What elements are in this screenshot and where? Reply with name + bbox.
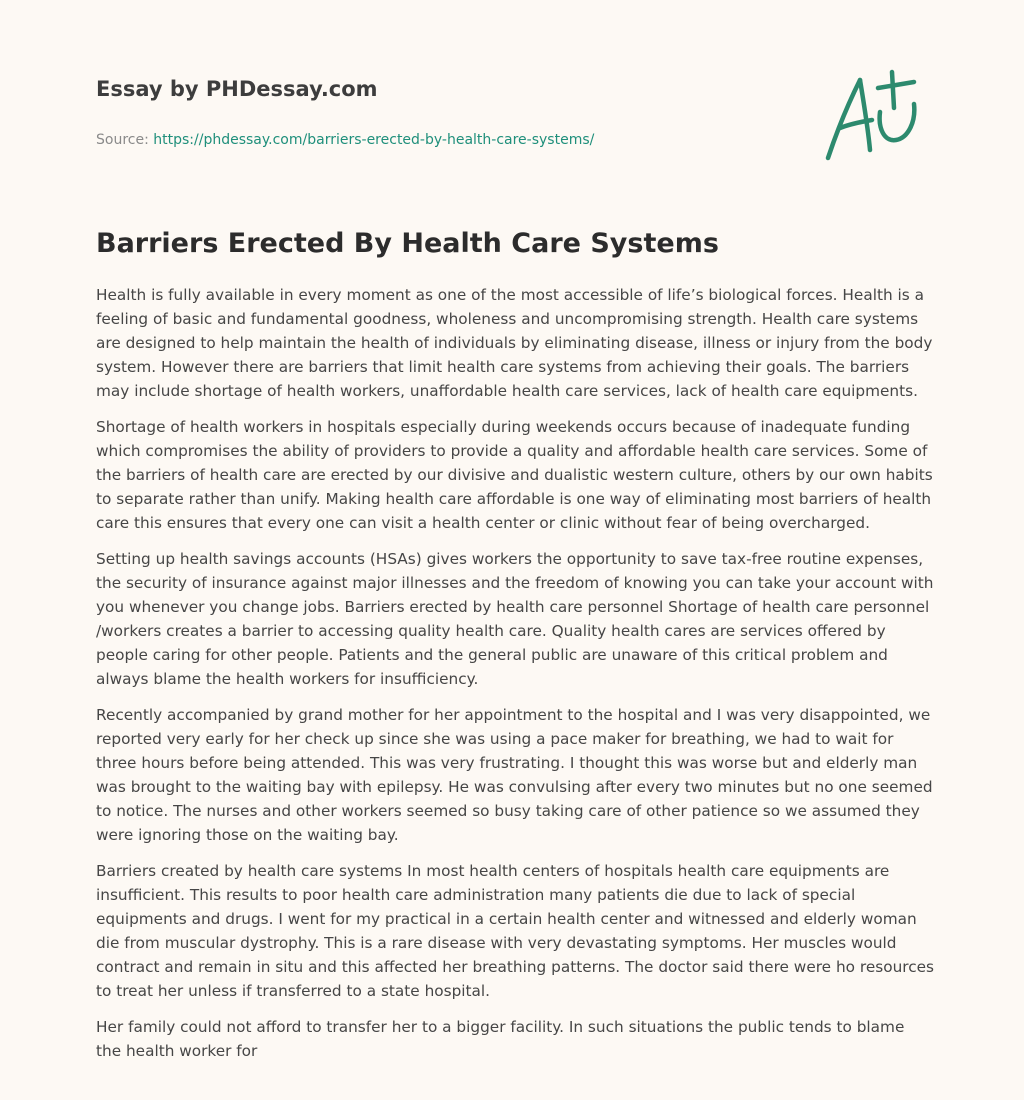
article-paragraph: Setting up health savings accounts (HSAs) gives workers the opportunity to save tax-free routine expenses, the security of insurance against major illnesses and the freedom of knowing you can take your account with you whenever you change jobs. Barriers erected by health care personnel Shortage of health care personnel /workers creates a barrier to accessing quality health care. Quality health cares are services offered by people caring for other people. Patients and the general public are unaware of this critical problem and always blame the health workers for insufficiency. — [96, 550, 934, 688]
article-body — [96, 283, 934, 1075]
article-paragraph: Shortage of health workers in hospitals especially during weekends occurs because of inadequate funding which compromises the ability of providers to provide a quality and affordable health care services. Some of the barriers of health care are erected by our divisive and dualistic western culture, others by our own habits to separate rather than unify. Making health care affordable is one way of eliminating most barriers of health care this ensures that every one can visit a health center or clinic without fear of being overcharged. — [96, 418, 933, 532]
article-paragraph: Barriers created by health care systems In most health centers of hospitals health care equipments are insufficient. This results to poor health care administration many patients die due to lack of special equipments and drugs. I went for my practical in a certain health center and witnessed and elderly woman die from muscular dystrophy. This is a rare disease with very devastating symptoms. Her muscles would contract and remain in situ and this affected her breathing patterns. The doctor said there were ho resources to treat her unless if transferred to a state hospital. — [96, 862, 935, 1000]
source-line — [96, 131, 856, 149]
a-plus-logo-icon — [818, 64, 928, 168]
article-paragraph: Her family could not afford to transfer her to a bigger facility. In such situations the public tends to blame the health worker for — [96, 1018, 905, 1060]
page-header — [96, 74, 856, 149]
source-link[interactable]: https://phdessay.com/barriers-erected-by-health-care-systems/ — [153, 132, 595, 148]
article-title: Barriers Erected By Health Care Systems — [96, 228, 719, 259]
site-brand: Essay by PHDessay.com — [96, 77, 378, 101]
article-paragraph: Recently accompanied by grand mother for her appointment to the hospital and I was very disappointed, we reported very early for her check up since she was using a pace maker for breathing, we had to wait for three hours before being attended. This was very frustrating. I thought this was worse but and elderly man was brought to the waiting bay with epilepsy. He was convulsing after every two minutes but no one seemed to notice. The nurses and other workers seemed so busy taking care of other patience so we assumed they were ignoring those on the waiting bay. — [96, 706, 933, 844]
source-label: Source: — [96, 132, 149, 148]
article-paragraph: Health is fully available in every moment as one of the most accessible of life’s biological forces. Health is a feeling of basic and fundamental goodness, wholeness and uncompromising strength. Health care systems are designed to help maintain the health of individuals by eliminating disease, illness or injury from the body system. However there are barriers that limit health care systems from achieving their goals. The barriers may include shortage of health workers, unaffordable health care services, lack of health care equipments. — [96, 286, 933, 400]
